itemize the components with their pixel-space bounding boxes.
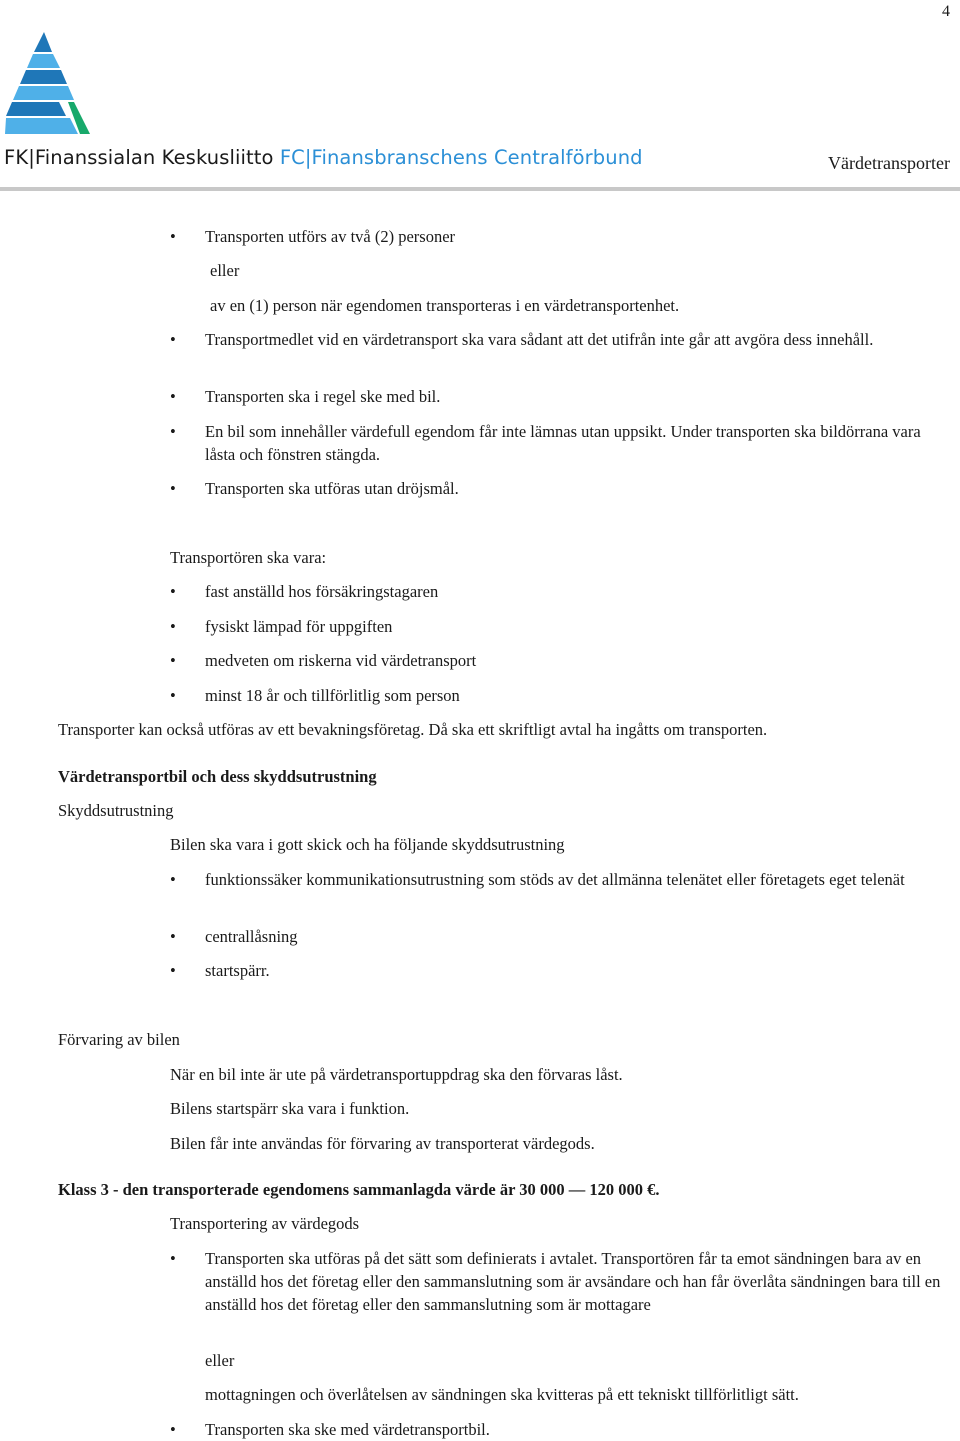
- list-item: • Transporten ska utföras utan dröjsmål.: [170, 477, 950, 500]
- logo-segment-5: [6, 102, 66, 116]
- list-item: • Transportmedlet vid en värdetransport ska vara sådant att det utifrån inte går att avgöra dess innehåll.: [170, 328, 950, 351]
- transporter-intro: Transportören ska vara:: [170, 548, 327, 567]
- storage-text: När en bil inte är ute på värdetransportuppdrag ska den förvaras låst.: [170, 1065, 623, 1084]
- list-item: • centrallåsning: [170, 925, 950, 948]
- organization-name: [4, 146, 643, 169]
- storage-text: Bilen får inte användas för förvaring av transporterat värdegods.: [170, 1134, 595, 1153]
- list-item: • fysiskt lämpad för uppgiften: [170, 615, 950, 638]
- list-item: • Transporten ska utföras på det sätt som definierats i avtalet. Transportören får ta emot sändningen bara av en anställd hos det företag eller den sammanslutning som är avsändare och han får överlåta sändningen bara till en anställd hos det företag eller den sammanslutning som är mottagare: [170, 1247, 955, 1316]
- list-item: • funktionssäker kommunikationsutrustning som stöds av det allmänna telenätet eller företagets eget telenät: [170, 868, 950, 891]
- logo-segment-3: [20, 70, 67, 84]
- list-item: • Transporten ska i regel ske med bil.: [170, 385, 950, 408]
- page-number: 4: [942, 3, 950, 20]
- list-item: • En bil som innehåller värdefull egendom får inte lämnas utan uppsikt. Under transporten ska bildörrana vara låsta och fönstren stängda.: [170, 420, 950, 466]
- or-text: eller: [205, 1351, 235, 1370]
- header-divider: [0, 187, 960, 191]
- transporter-note: Transporter kan också utföras av ett bevakningsföretag. Då ska ett skriftligt avtal ha ingåtts om transporten.: [58, 720, 768, 739]
- alt-text: mottagningen och överlåtelsen av sändningen ska kvitteras på ett tekniskt tillförlitligt sätt.: [205, 1385, 799, 1404]
- logo-segment-base: [5, 118, 78, 134]
- or-text: eller: [210, 261, 240, 280]
- document-title: Värdetransporter: [828, 153, 950, 173]
- org-sv-prefix: FC|: [273, 146, 312, 169]
- org-name-fi: Finanssialan Keskusliitto: [34, 146, 274, 169]
- list-item: • startspärr.: [170, 959, 950, 982]
- list-item: • minst 18 år och tillförlitlig som person: [170, 684, 950, 707]
- subheading: Förvaring av bilen: [58, 1030, 180, 1049]
- logo-segment-2: [27, 54, 60, 68]
- list-item: • Transporten ska ske med värdetransportbil.: [170, 1418, 950, 1441]
- list-item: • medveten om riskerna vid värdetransport: [170, 649, 950, 672]
- list-item: • Transporten utförs av två (2) personer: [170, 225, 950, 248]
- org-fi-prefix: FK|: [4, 146, 35, 169]
- equipment-intro: Bilen ska vara i gott skick och ha följande skyddsutrustning: [170, 835, 565, 854]
- subheading: Transportering av värdegods: [170, 1214, 360, 1233]
- subheading: Skyddsutrustning: [58, 801, 174, 820]
- list-item: • fast anställd hos försäkringstagaren: [170, 580, 950, 603]
- org-name-sv: Finansbranschens Centralförbund: [311, 146, 643, 169]
- organization-logo: [4, 30, 94, 140]
- alt-text: av en (1) person när egendomen transporteras i en värdetransportenhet.: [210, 296, 680, 315]
- section-heading: Klass 3 - den transporterade egendomens sammanlagda värde är 30 000 — 120 000 €.: [58, 1180, 660, 1199]
- logo-segment-top: [34, 32, 52, 52]
- section-heading: Värdetransportbil och dess skyddsutrustning: [58, 767, 377, 786]
- storage-text: Bilens startspärr ska vara i funktion.: [170, 1099, 410, 1118]
- logo-segment-4: [13, 86, 74, 100]
